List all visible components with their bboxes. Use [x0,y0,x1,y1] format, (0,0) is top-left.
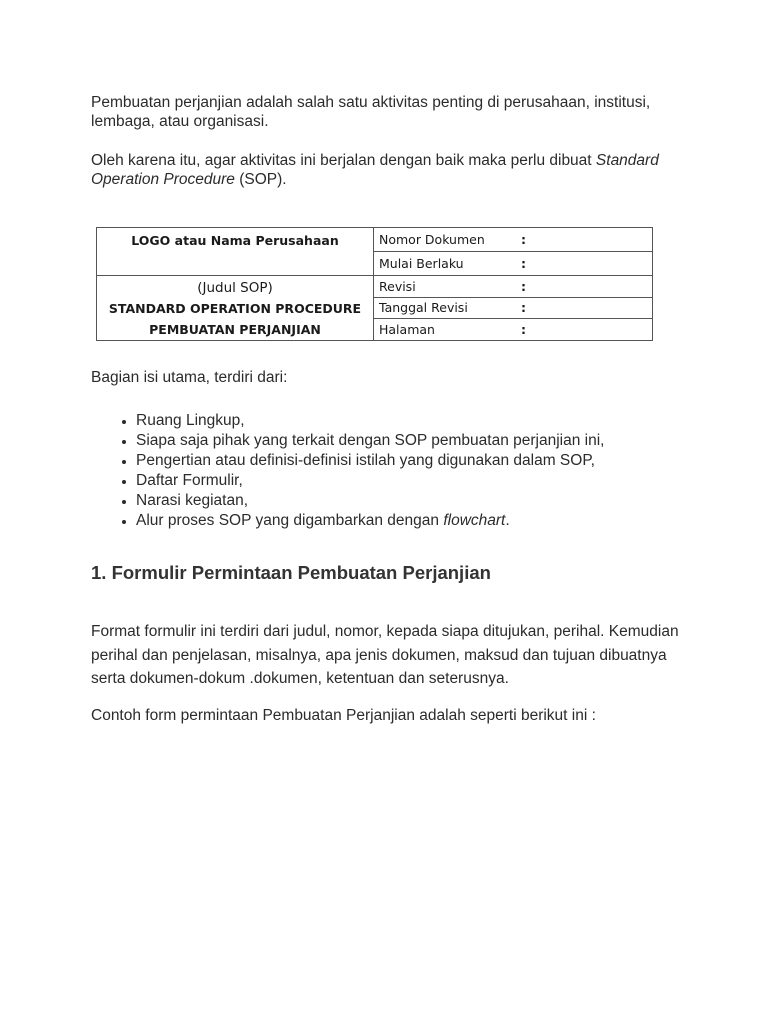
field-label: Revisi [379,278,416,294]
list-item-suffix: . [505,512,510,529]
document-page [91,93,691,726]
field-separator: : [521,232,526,247]
intro-paragraph-2-text: Oleh karena itu, agar aktivitas ini berjalan dengan baik maka perlu dibuat [91,152,596,169]
section-paragraph: Format formulir ini terdiri dari judul, nomor, kepada siapa ditujukan, perihal. Kemudian perihal dan penjelasan, misalnya, apa jenis dokumen, maksud dan tujuan dibuatnya serta dokumen-dokum .dokumen, ketentuan dan seterusnya. [91,623,679,687]
sop-title-cell [97,276,374,341]
list-item: • Pengertian atau definisi-definisi istilah yang digunakan dalam SOP, [136,451,691,471]
field-mulai-berlaku [374,252,653,276]
sop-header-table [96,227,653,341]
company-logo-cell: LOGO atau Nama Perusahaan [97,228,374,276]
field-tanggal-revisi [374,297,653,319]
intro-paragraph-2 [91,151,691,189]
section-heading: 1. Formulir Permintaan Pembuatan Perjanjian [91,562,491,583]
example-paragraph: Contoh form permintaan Pembuatan Perjanjian adalah seperti berikut ini : [91,706,596,724]
main-content-list [91,411,691,531]
list-item [136,511,691,531]
sop-title-line-2: PEMBUATAN PERJANJIAN [149,322,321,337]
field-separator: : [521,322,526,338]
field-separator: : [521,256,526,271]
sop-title-line-1: STANDARD OPERATION PROCEDURE [108,301,362,316]
field-label: Tanggal Revisi [379,300,468,316]
list-item: • Narasi kegiatan, [136,491,691,511]
field-label: Mulai Berlaku [379,256,464,271]
main-content-heading: Bagian isi utama, terdiri dari: [91,369,288,386]
field-label: Halaman [379,322,435,338]
field-nomor-dokumen [374,228,653,252]
intro-paragraph-1: Pembuatan perjanjian adalah salah satu aktivitas penting di perusahaan, institusi, lembaga, atau organisasi. [91,94,651,130]
field-label: Nomor Dokumen [379,232,485,247]
field-halaman [374,319,653,341]
sop-judul-label: (Judul SOP) [197,280,273,296]
list-item: • Ruang Lingkup, [136,411,691,431]
sop-term: Standard Operation Procedure [91,152,659,188]
flowchart-term: flowchart [443,512,506,529]
field-separator: : [521,300,526,316]
intro-paragraph-2-suffix: (SOP). [234,171,287,188]
list-item: • Daftar Formulir, [136,471,691,491]
list-item: • Siapa saja pihak yang terkait dengan SOP pembuatan perjanjian ini, [136,431,691,451]
field-revisi [374,276,653,298]
list-item-text: Alur proses SOP yang digambarkan dengan [136,512,444,529]
field-separator: : [521,278,526,294]
